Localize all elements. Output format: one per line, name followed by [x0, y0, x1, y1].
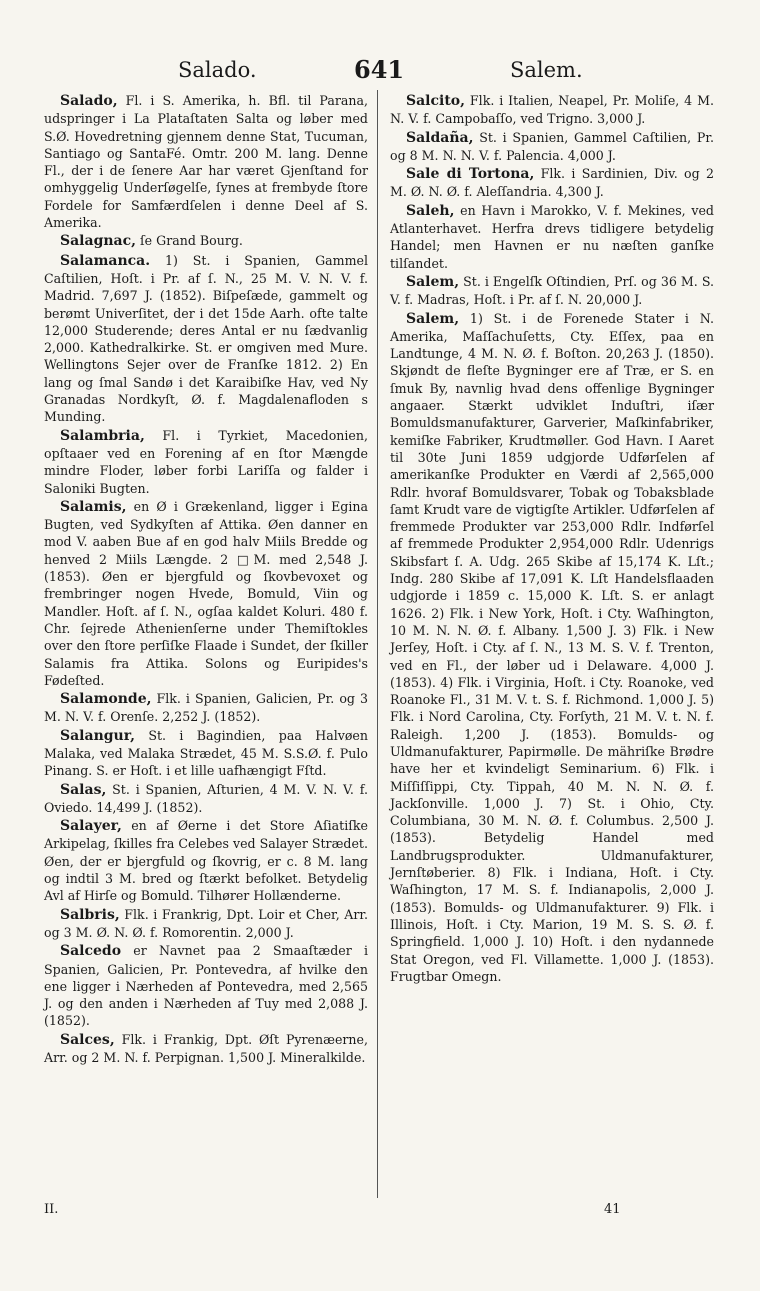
left-column — [44, 92, 368, 1067]
text-columns — [44, 92, 724, 1202]
entry-headword: Saldaña, — [406, 129, 474, 146]
dictionary-entry — [390, 310, 714, 986]
entry-headword: Salamanca. — [60, 252, 151, 269]
entry-text: Flk. i Spanien, Galicien, Pr. og 3 M. N. V. f. Orenſe. 2,252 J. (1852). — [44, 691, 368, 725]
entry-text: St. i Spanien, Gammel Caſtilien, Pr. og 8 M. N. N. V. f. Palencia. 4,000 J. — [390, 129, 714, 163]
entry-text: en af Øerne i det Store Aſiatiſke Arkipelag, ſkilles fra Celebes ved Salayer Strædet. Øen, der er bjergfuld og ſkovrig, er c. 8 M. lang og indtil 3 M. bred og ſtærkt befolket. Betydelig Avl af Hirſe og Bomuld. Tilhører Hollænderne. — [44, 818, 368, 904]
dictionary-entry — [44, 498, 368, 689]
signature-mark-right: 41 — [604, 1202, 621, 1217]
dictionary-entry — [44, 906, 368, 942]
dictionary-entry — [390, 129, 714, 165]
dictionary-entry — [44, 92, 368, 231]
entry-text: ſe Grand Bourg. — [136, 233, 243, 249]
dictionary-entry — [44, 690, 368, 726]
entry-headword: Salambria, — [60, 427, 145, 444]
entry-headword: Salagnac, — [60, 233, 137, 250]
page-footer — [44, 1202, 724, 1224]
entry-headword: Salado, — [60, 93, 118, 109]
entry-text: 1) St. i de Forenede Stater i N. Amerika, Maſſachuſetts, Cty. Eſſex, paa en Landtunge, 4 M. N. Ø. f. Boſton. 20,263 J. (1850). Skjøndt de fleſte Bygninger ere af Træ, er S. en ſmuk By, navnlig hvad dens offenlige Bygninger angaaer. Stærkt udviklet Induſtri, iſær Bomuldsmanufakturer, Garverier, Maſkinfabriker, kemiſke Fabriker, Krudtmøller. God Havn. I Aaret til 30te Juni 1859 udgjorde Udførſelen af amerikanſke Produkter en Værdi af 2,565,000 Rdlr. hvoraf Bomuldsvarer, Tobak og Tobaksblade ſamt Krudt vare de vigtigſte Artikler. Udførſelen af fremmede Produkter var 253,000 Rdlr. Indførſel af fremmede Produkter 2,954,000 Rdlr. Udenrigs Skibsfart ſ. A. Udg. 265 Skibe af 15,174 K. Lſt.; Indg. 280 Skibe af 17,091 K. Lſt Handelsflaaden udgjorde i 1859 c. 15,000 K. Lſt. S. er anlagt 1626. 2) Flk. i New York, Hoſt. i Cty. Waſhington, 10 M. N. N. Ø. f. Albany. 1,500 J. 3) Flk. i New Jerſey, Hoſt. i Cty. af ſ. N., 13 M. S. V. f. Trenton, ved en Fl., der løber ud i Delaware. 4,000 J. (1853). 4) Flk. i Virginia, Hoſt. i Cty. Roanoke, ved Roanoke Fl., 31 M. V. t. S. f. Richmond. 1,000 J. 5) Flk. i Nord Carolina, Cty. Forſyth, 21 M. V. t. N. f. Raleigh. 1,200 J. (1853). Bomulds- og Uldmanufakturer, Papirmølle. De mähriſke Brødre have her et kvindeligt Seminarium. 6) Flk. i Miſſiſſippi, Cty. Tippah, 40 M. N. N. Ø. f. Jackſonville. 1,000 J. 7) St. i Ohio, Cty. Columbiana, 30 M. N. Ø. f. Columbus. 2,500 J. (1853). Betydelig Handel med Landbrugsprodukter. Uldmanufakturer, Jernſtøberier. 8) Flk. i Indiana, Hoſt. i Cty. Waſhington, 17 M. S. f. Indianapolis, 2,000 J. (1853). Bomulds- og Uldmanufakturer. 9) Flk. i Illinois, Hoſt. i Cty. Marion, 19 M. S. S. Ø. f. Springfield. 1,000 J. 10) Hoſt. i den nydannede Stat Oregon, ved Fl. Villamette. 1,000 J. (1853). Frugtbar Omegn. — [390, 310, 714, 984]
entry-headword: Salces, — [60, 1031, 115, 1048]
page-header — [44, 52, 724, 92]
dictionary-entry — [44, 232, 368, 250]
dictionary-entry — [390, 202, 714, 272]
dictionary-entry — [44, 252, 368, 426]
entry-headword: Salbris, — [60, 906, 120, 923]
entry-text: St. i Bagindien, paa Halvøen Malaka, ved Malaka Strædet, 45 M. S.S.Ø. f. Pulo Pinang. S. er Hoſt. i et lille uafhængigt Fſtd. — [44, 727, 368, 779]
dictionary-entry — [44, 817, 368, 904]
dictionary-entry — [44, 781, 368, 817]
entry-headword: Salem, — [406, 273, 460, 290]
entry-headword: Salcito, — [406, 93, 466, 109]
dictionary-entry — [390, 165, 714, 201]
dictionary-entry — [390, 273, 714, 309]
entry-text: Flk. i Frankrig, Dpt. Loir et Cher, Arr. og 3 M. Ø. N. Ø. f. Romorentin. 2,000 J. — [44, 906, 368, 940]
entry-text: Flk. i Frankig, Dpt. Øſt Pyrenæerne, Arr. og 2 M. N. f. Perpignan. 1,500 J. Mineralkilde. — [44, 1031, 368, 1066]
signature-mark-left: II. — [44, 1202, 59, 1217]
entry-text: en Ø i Grækenland, ligger i Egina Bugten, ved Sydkyſten af Attika. Øen danner en mod V. aaben Bue af en god halv Miils Bredde og henved 2 Miils Længde. 2 □M. med 2,548 J. (1853). Øen er bjergfuld og ſkovbevoxet og frembringer nogen Hvede, Bomuld, Viin og Mandler. Hoſt. af ſ. N., ogſaa kaldet Koluri. 480 f. Chr. ſejrede Athenienſerne under Themiſtokles over den ſtore perſiſke Flaade i Sundet, der ſkiller Salamis fra Attika. Solons og Euripides's Fødeſted. — [44, 498, 368, 688]
dictionary-entry — [44, 942, 368, 1029]
entry-headword: Salas, — [60, 781, 107, 798]
dictionary-entry — [44, 727, 368, 780]
right-column — [390, 92, 714, 986]
running-head-right: Salem. — [510, 58, 583, 82]
column-divider — [377, 90, 378, 1198]
entry-text: Fl. i S. Amerika, h. Bfl. til Parana, udspringer i La Plataſtaten Salta og løber med S.Ø. Hovedretning gjennem denne Stat, Tucuman, Santiago og SantaFé. Omtr. 200 M. lang. Denne Fl., der i de ſenere Aar har været Gjenſtand for omhyggelig Underſøgelſe, ſynes at frembyde ſtore Fordele for Samfærdſelen i denne Deel af S. Amerika. — [44, 93, 368, 231]
dictionary-page — [44, 52, 724, 1272]
entry-headword: Salamonde, — [60, 691, 152, 708]
entry-text: er Navnet paa 2 Smaaſtæder i Spanien, Galicien, Pr. Pontevedra, af hvilke den ene ligger i Nærheden af Pontevedra, med 2,565 J. og den anden i Nærheden af Tuy med 2,088 J. (1852). — [44, 943, 368, 1029]
entry-text: 1) St. i Spanien, Gammel Caſtilien, Hoſt. i Pr. af ſ. N., 25 M. V. N. V. f. Madrid. 7,697 J. (1852). Biſpeſæde, gammelt og berømt Univerſitet, der i det 15de Aarh. ofte talte 12,000 Studerende; deres Antal er nu ſædvanlig 2,000. Kathedralkirke. St. er omgiven med Mure. Wellingtons Sejer over de Franſke 1812. 2) En lang og ſmal Sandø i det Karaibiſke Hav, ved Ny Granadas Nordkyſt, Ø. f. Magdalenafloden s Munding. — [44, 252, 368, 425]
entry-headword: Salem, — [406, 310, 460, 327]
entry-headword: Salangur, — [60, 727, 135, 744]
entry-text: St. i Spanien, Aſturien, 4 M. V. N. V. f. Oviedo. 14,499 J. (1852). — [44, 781, 368, 815]
entry-text: Fl. i Tyrkiet, Macedonien, opſtaaer ved en Forening af en ſtor Mængde mindre Floder, løber forbi Lariſſa og falder i Saloniki Bugten. — [44, 427, 368, 496]
running-head-left: Salado. — [178, 58, 257, 82]
entry-text: en Havn i Marokko, V. f. Mekines, ved Atlanterhavet. Herfra drevs tidligere betydelig Handel; men Havnen er nu næſten ganſke tilſandet. — [390, 202, 714, 271]
entry-headword: Sale di Tortona, — [406, 166, 535, 183]
entry-headword: Salayer, — [60, 818, 122, 835]
page-number: 641 — [354, 55, 405, 84]
entry-text: Flk. i Italien, Neapel, Pr. Moliſe, 4 M. N. V. f. Campobaſſo, ved Trigno. 3,000 J. — [390, 93, 714, 127]
entry-text: St. i Engelſk Oſtindien, Prſ. og 36 M. S. V. f. Madras, Hoſt. i Pr. af ſ. N. 20,000 J. — [390, 273, 714, 308]
entry-headword: Saleh, — [406, 202, 455, 219]
dictionary-entry — [44, 427, 368, 497]
dictionary-entry — [390, 92, 714, 128]
entry-text: Flk. i Sardinien, Div. og 2 M. Ø. N. Ø. f. Aleſſandria. 4,300 J. — [390, 166, 714, 200]
entry-headword: Salcedo — [60, 943, 122, 960]
entry-headword: Salamis, — [60, 498, 127, 515]
dictionary-entry — [44, 1031, 368, 1067]
